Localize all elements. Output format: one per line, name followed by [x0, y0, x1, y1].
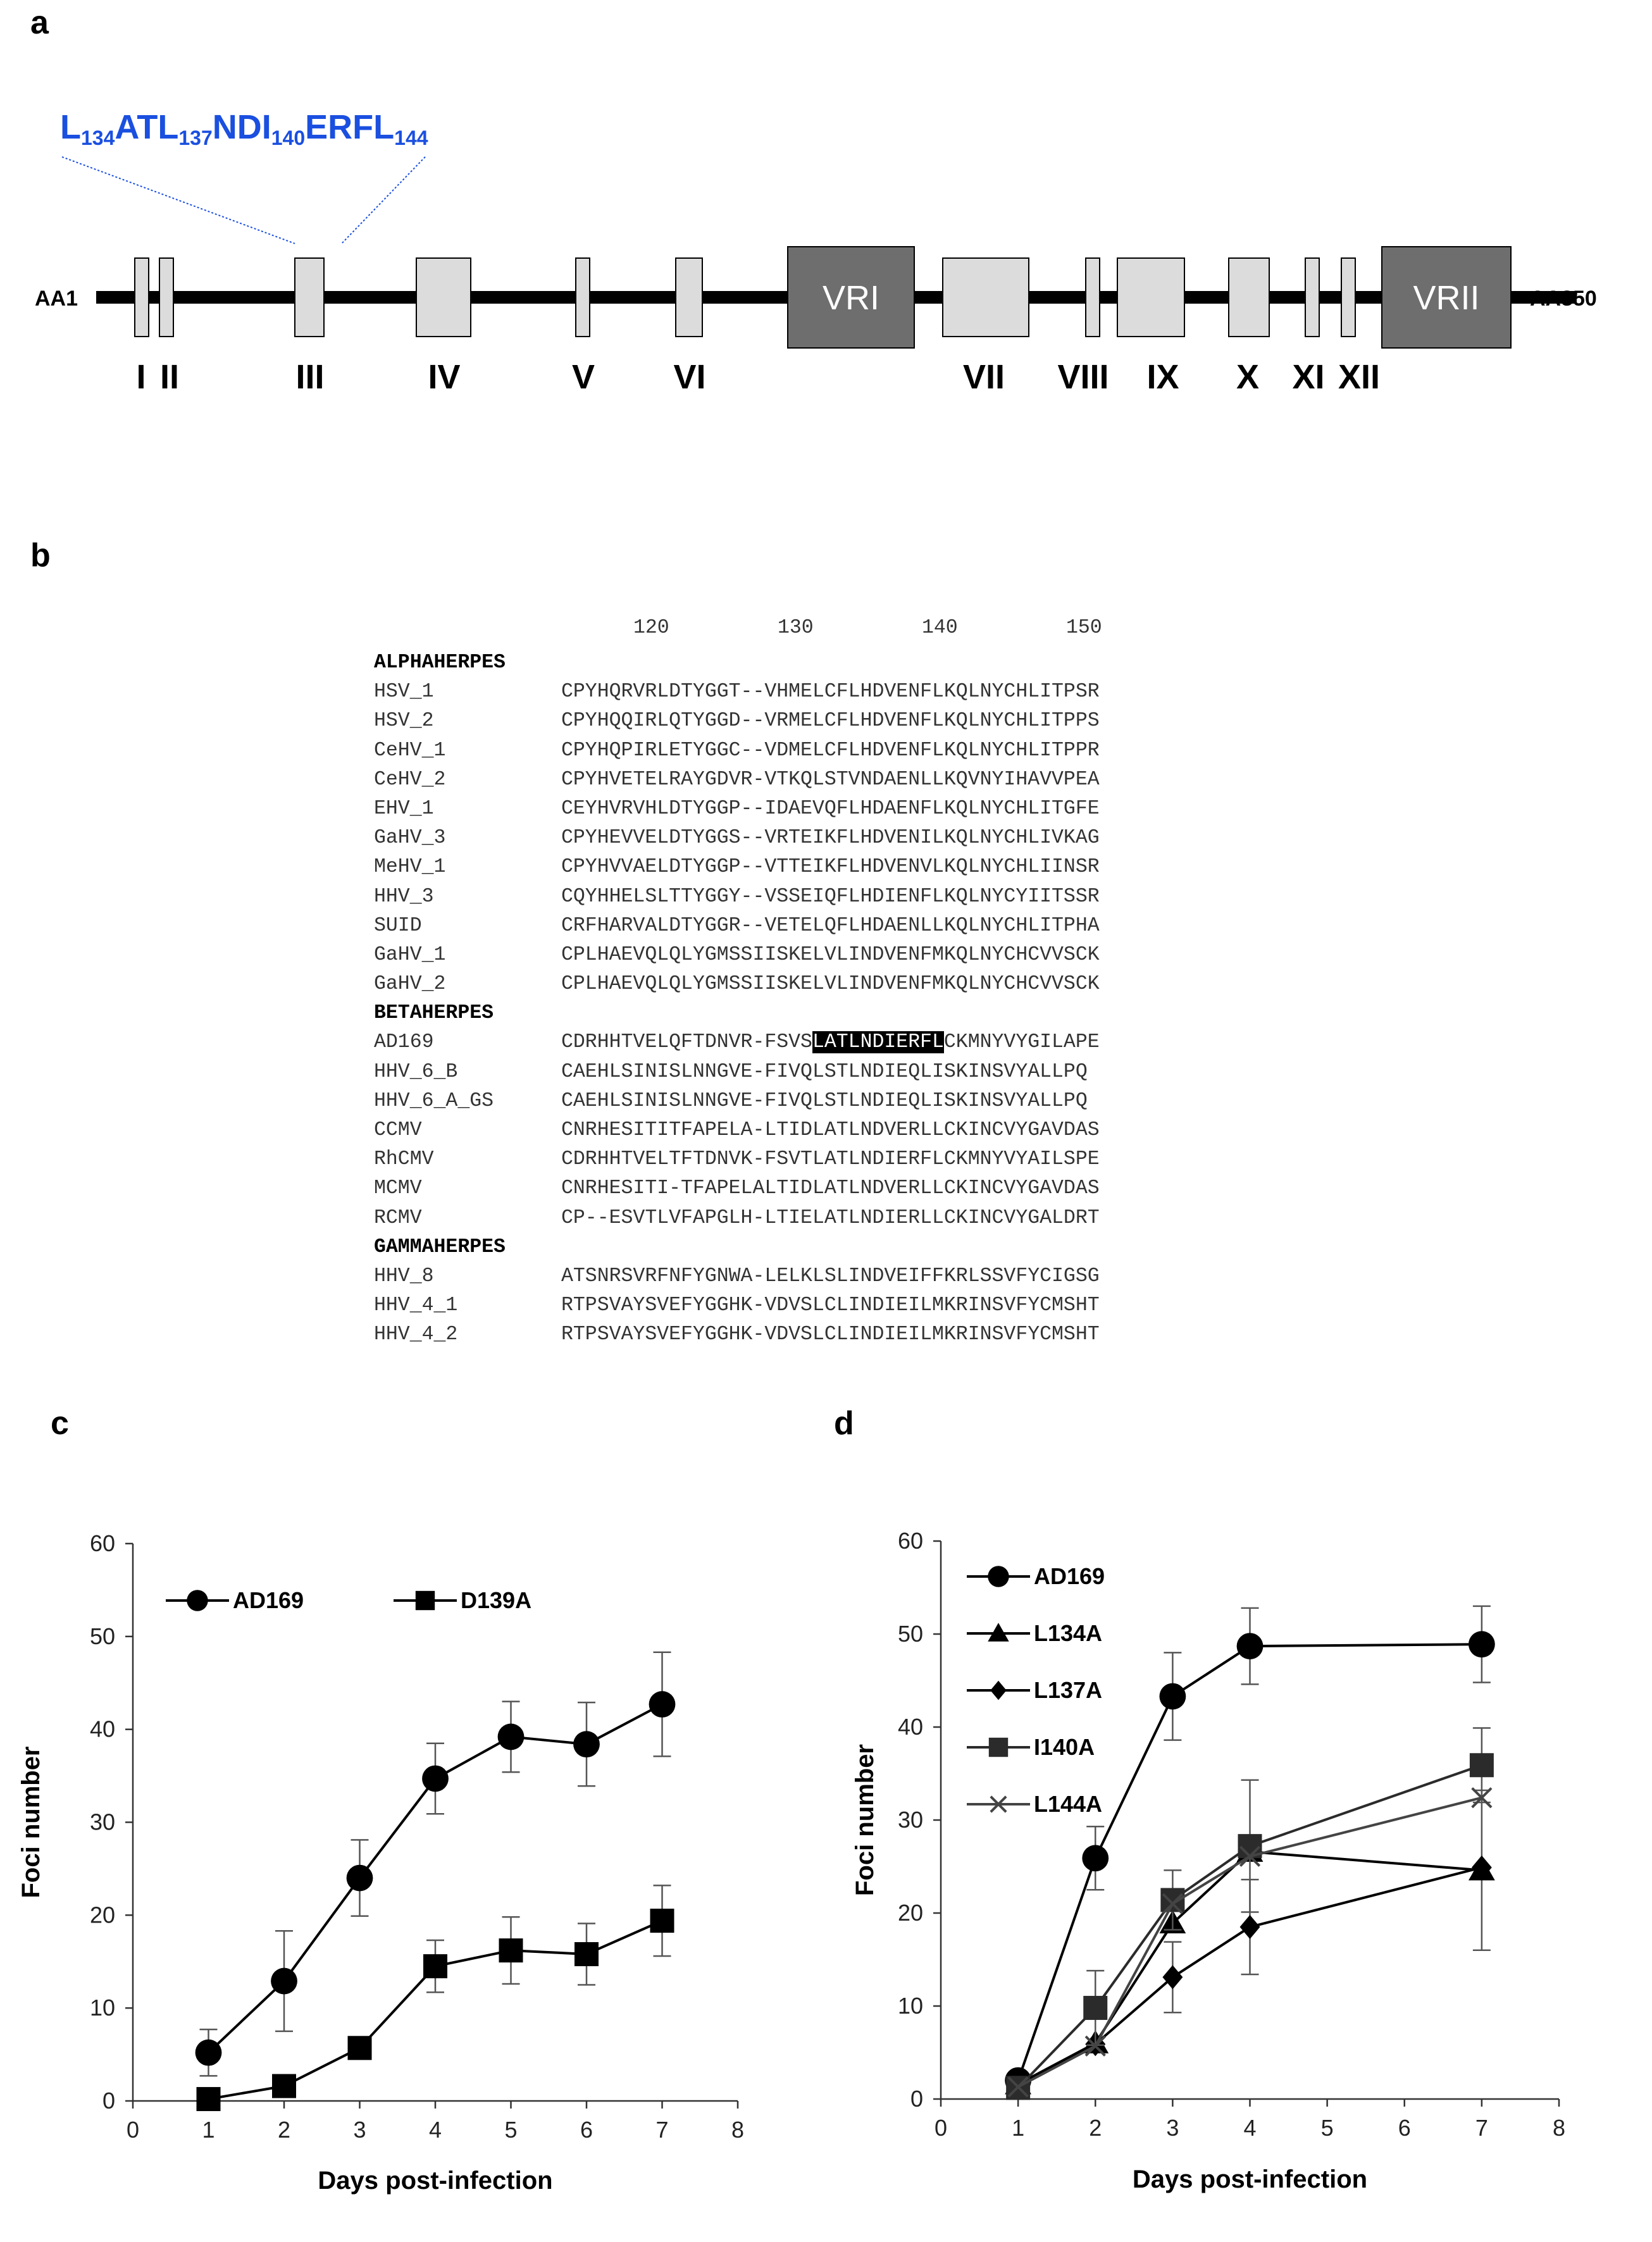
data-point — [1006, 2076, 1030, 2100]
data-point — [574, 1942, 599, 1966]
sequence-text: CAEHLSINISLNNGVE-FIVQLSTLNDIEQLISKINSVYALLPQ — [561, 1060, 1088, 1083]
domain-label-vii: VII — [962, 358, 1005, 396]
y-tick-label: 0 — [102, 2088, 115, 2114]
sequence-text: CPYHQQIRLQTYGGD--VRMELCFLHDVENFLKQLNYCHLITPPS — [561, 710, 1100, 733]
legend-entry-l144a — [967, 1791, 1102, 1817]
y-tick-label: 20 — [89, 1902, 115, 1928]
x-tick-label: 6 — [580, 2117, 593, 2143]
error-bar — [578, 1924, 595, 1985]
data-point — [1005, 2071, 1031, 2095]
y-tick-label: 40 — [897, 1714, 923, 1740]
sequence-name: SUID — [374, 914, 422, 937]
data-point — [272, 2074, 296, 2098]
start-label: AA1 — [35, 287, 78, 311]
domain-box-ii — [159, 258, 173, 337]
x-tick-label: 4 — [1243, 2115, 1257, 2141]
data-point — [1086, 2036, 1105, 2055]
legend-marker — [989, 1738, 1008, 1757]
data-point — [1083, 1996, 1107, 2020]
data-point — [1163, 1894, 1182, 1913]
data-point — [649, 1691, 676, 1718]
legend-entry-d139a — [394, 1587, 531, 1613]
domain-map — [0, 0, 1652, 443]
x-tick-label: 0 — [934, 2115, 948, 2141]
x-tick-label: 1 — [202, 2117, 215, 2143]
ruler-tick-label: 150 — [1066, 617, 1102, 639]
sequence-text: CNRHESITI-TFAPELALTIDLATLNDVERLLCKINCVYGAVDAS — [561, 1177, 1100, 1200]
data-point — [197, 2087, 221, 2111]
data-point — [1240, 1915, 1260, 1939]
data-point — [573, 1731, 600, 1757]
sequence-name: RhCMV — [374, 1148, 434, 1171]
domain-box-xii — [1341, 258, 1355, 337]
data-point — [423, 1954, 447, 1978]
sequence-text: CPYHQPIRLETYGGC--VDMELCFLHDVENFLKQLNYCHLITPPR — [561, 739, 1100, 762]
group-label: GAMMAHERPES — [374, 1236, 506, 1258]
data-point — [1085, 2032, 1105, 2056]
legend-label: L144A — [1034, 1791, 1103, 1817]
data-point — [1008, 2074, 1028, 2098]
error-bar — [1473, 1728, 1491, 1802]
x-tick-label: 8 — [731, 2117, 745, 2143]
chart-c — [17, 1530, 744, 2195]
legend-marker — [990, 1681, 1007, 1700]
error-bar — [1241, 1880, 1259, 1974]
motif-label: $L_{134}ATL_{137}NDI_{140}ERFL_{144}$ — [60, 108, 428, 149]
sequence-text: CEYHVRVHLDTYGGP--IDAEVQFLHDAENFLKQLNYCHLITGFE — [561, 797, 1100, 820]
series-line — [209, 1704, 662, 2053]
domain-label-ix: IX — [1146, 358, 1179, 396]
panel-label-d: d — [834, 1405, 854, 1442]
ruler-tick-label: 120 — [633, 617, 669, 639]
sequence-name: HSV_2 — [374, 710, 434, 733]
sequence-name: CeHV_2 — [374, 768, 446, 791]
legend-entry-ad169 — [166, 1587, 304, 1613]
legend-marker — [187, 1590, 208, 1611]
sequence-name: HHV_6_A_GS — [374, 1089, 494, 1112]
y-tick-label: 10 — [89, 1995, 115, 2021]
sequence-name: RCMV — [374, 1206, 422, 1229]
error-bar — [1164, 1870, 1181, 1929]
domain-box-x — [1229, 258, 1269, 337]
data-point — [1237, 1633, 1264, 1659]
axes — [898, 1528, 1565, 2141]
x-tick-label: 0 — [126, 2117, 140, 2143]
domain-label-v: V — [571, 358, 595, 396]
data-point — [499, 1938, 523, 1962]
sequence-text: RTPSVAYSVEFYGGHK-VDVSLCLINDIEILMKRINSVFYCMSHT — [561, 1323, 1100, 1346]
y-tick-label: 20 — [897, 1900, 923, 1926]
data-point — [1238, 1834, 1262, 1858]
sequence-text: CPYHVVAELDTYGGP--VTTEIKFLHDVENVLKQLNYCHLIINSR — [561, 856, 1100, 879]
x-tick-label: 6 — [1398, 2115, 1411, 2141]
error-bar — [1473, 1606, 1491, 1683]
domain-label-ii: II — [159, 358, 180, 396]
series-d139a — [197, 1885, 674, 2111]
legend-marker — [416, 1591, 435, 1610]
legend-label: D139A — [461, 1587, 532, 1613]
domain-label-iv: IV — [428, 358, 461, 396]
domain-box-v — [576, 258, 590, 337]
domain-box-viii — [1086, 258, 1100, 337]
x-tick-label: 2 — [1089, 2115, 1102, 2141]
error-bar — [502, 1917, 520, 1984]
sequence-name: GaHV_3 — [374, 827, 446, 850]
series-line — [1018, 1644, 1482, 2080]
data-point — [1009, 2078, 1028, 2096]
data-point — [1159, 1683, 1186, 1710]
panel-label-c: c — [51, 1405, 69, 1442]
x-tick-label: 2 — [277, 2117, 291, 2143]
y-tick-label: 60 — [897, 1528, 923, 1554]
series-line — [1018, 1867, 1482, 2086]
domain-box-xi — [1305, 258, 1319, 337]
domain-label-vrii: VRII — [1413, 279, 1480, 317]
data-point — [1470, 1753, 1494, 1777]
sequence-text: RTPSVAYSVEFYGGHK-VDVSLCLINDIEILMKRINSVFYCMSHT — [561, 1294, 1100, 1317]
error-bar — [426, 1743, 444, 1814]
highlighted-motif: LATLNDIERFL — [812, 1031, 944, 1054]
panel-label-a: a — [30, 4, 49, 41]
data-point — [1162, 1965, 1183, 1989]
motif-connector-right — [342, 157, 425, 244]
legend-label: L137A — [1034, 1677, 1103, 1703]
error-bar — [502, 1702, 520, 1773]
data-point — [498, 1724, 525, 1750]
sequence-name: CCMV — [374, 1119, 422, 1141]
error-bar — [1164, 1942, 1181, 2013]
sequence-text: CQYHHELSLTTYGGY--VSSEIQFLHDIENFLKQLNYCYIITSSR — [561, 885, 1100, 908]
y-tick-label: 0 — [910, 2086, 923, 2112]
sequence-name: AD169 — [374, 1031, 434, 1054]
axes — [90, 1530, 744, 2143]
domain-box-vi — [676, 258, 702, 337]
data-point — [348, 2036, 372, 2060]
sequence-name: GaHV_2 — [374, 973, 446, 996]
data-point — [650, 1909, 674, 1933]
sequence-name: HHV_4_1 — [374, 1294, 458, 1317]
domain-label-vi: VI — [673, 358, 706, 396]
sequence-text: CDRHHTVELTFTDNVK-FSVTLATLNDIERFLCKMNYVYAILSPE — [561, 1148, 1100, 1171]
error-bar — [1473, 1790, 1491, 1950]
data-point — [196, 2040, 222, 2066]
sequence-text: CPYHEVVELDTYGGS--VRTEIKFLHDVENILKQLNYCHLIVKAG — [561, 827, 1100, 850]
domain-label-iii: III — [295, 358, 325, 396]
data-point — [1159, 1910, 1186, 1933]
y-tick-label: 60 — [89, 1530, 115, 1556]
end-label: AA850 — [1530, 287, 1597, 311]
sequence-text: CNRHESITITFAPELA-LTIDLATLNDVERLLCKINCVYGAVDAS — [561, 1119, 1100, 1141]
legend-entry-i140a — [967, 1734, 1095, 1760]
sequence-text: CPLHAEVQLQLYGMSSIISKELVLINDVENFMKQLNYCHCVVSCK — [561, 943, 1100, 966]
series-line — [1018, 1852, 1482, 2084]
data-point — [1237, 1838, 1264, 1862]
motif-connector-left — [62, 157, 295, 244]
x-tick-label: 8 — [1552, 2115, 1566, 2141]
domain-label-xii: XII — [1338, 358, 1381, 396]
sequence-text: CP--ESVTLVFAPGLH-LTIELATLNDIERLLCKINCVYGALDRT — [561, 1206, 1100, 1229]
y-axis-label: Foci number — [851, 1743, 879, 1897]
domain-label-i: I — [136, 358, 146, 396]
legend-label: AD169 — [233, 1587, 304, 1613]
y-tick-label: 10 — [897, 1993, 923, 2019]
sequence-text: CPLHAEVQLQLYGMSSIISKELVLINDVENFMKQLNYCHCVVSCK — [561, 973, 1100, 996]
y-tick-label: 40 — [89, 1716, 115, 1742]
legend-entry-l134a — [967, 1620, 1102, 1646]
series-l137a — [1008, 1855, 1492, 2098]
domain-box-iii — [295, 258, 324, 337]
series-line — [1018, 1765, 1482, 2088]
series-line — [1018, 1798, 1482, 2087]
domain-label-vri: VRI — [822, 279, 880, 317]
chart-d — [851, 1528, 1565, 2193]
data-point — [1160, 1888, 1184, 1912]
sequence-text: ATSNRSVRFNFYGNWA-LELKLSLINDVEIFFKRLSSVFYCIGSG — [561, 1265, 1100, 1287]
domain-box-ix — [1117, 258, 1184, 337]
data-point — [1472, 1788, 1491, 1807]
x-tick-label: 5 — [504, 2117, 518, 2143]
series-l134a — [1005, 1790, 1495, 2094]
sequence-text: CPYHQRVRLDTYGGT--VHMELCFLHDVENFLKQLNYCHLITPSR — [561, 681, 1100, 703]
sequence-name: MCMV — [374, 1177, 422, 1200]
error-bar — [426, 1940, 444, 1992]
data-point — [1472, 1855, 1492, 1880]
panel-label-b: b — [30, 537, 51, 574]
x-axis-label: Days post-infection — [318, 2167, 553, 2195]
error-bar — [1086, 1971, 1104, 2045]
sequence-text: CDRHHTVELQFTDNVR-FSVSLATLNDIERFLCKMNYVYGILAPE — [561, 1031, 1100, 1054]
data-point — [1240, 1847, 1259, 1866]
sequence-text: CPYHVETELRAYGDVR-VTKQLSTVNDAENLLKQVNYIHAVVPEA — [561, 768, 1100, 791]
legend-label: L134A — [1034, 1620, 1103, 1646]
x-tick-label: 3 — [1166, 2115, 1179, 2141]
error-bar — [654, 1885, 671, 1956]
error-bar — [1086, 1826, 1104, 1890]
y-tick-label: 30 — [897, 1807, 923, 1833]
sequence-name: HHV_4_2 — [374, 1323, 458, 1346]
series-i140a — [1006, 1728, 1494, 2100]
error-bar — [1164, 1652, 1181, 1740]
ruler-tick-label: 140 — [922, 617, 958, 639]
data-point — [1082, 2030, 1109, 2053]
group-label: ALPHAHERPES — [374, 652, 506, 674]
data-point — [422, 1766, 449, 1792]
data-point — [347, 1865, 373, 1892]
error-bar — [578, 1702, 595, 1786]
sequence-name: CeHV_1 — [374, 739, 446, 762]
sequence-name: HHV_6_B — [374, 1060, 458, 1083]
sequence-name: HHV_8 — [374, 1265, 434, 1287]
sequence-text: CRFHARVALDTYGGR--VETELQFLHDAENLLKQLNYCHLITPHA — [561, 914, 1100, 937]
data-point — [1005, 2067, 1031, 2094]
domain-box-vii — [943, 258, 1029, 337]
error-bar — [351, 1840, 369, 1916]
x-tick-label: 3 — [353, 2117, 366, 2143]
x-tick-label: 5 — [1320, 2115, 1334, 2141]
y-tick-label: 50 — [897, 1621, 923, 1647]
domain-label-xi: XI — [1292, 358, 1325, 396]
legend-entry-l137a — [967, 1677, 1102, 1703]
legend-entry-ad169 — [967, 1563, 1105, 1589]
y-tick-label: 30 — [89, 1809, 115, 1835]
domain-label-viii: VIII — [1057, 358, 1109, 396]
x-axis-label: Days post-infection — [1132, 2165, 1368, 2193]
sequence-name: HSV_1 — [374, 681, 434, 703]
series-l144a — [1009, 1788, 1491, 2097]
sequence-text: CAEHLSINISLNNGVE-FIVQLSTLNDIEQLISKINSVYALLPQ — [561, 1089, 1088, 1112]
series-ad169 — [196, 1652, 676, 2076]
ruler-tick-label: 130 — [778, 617, 814, 639]
error-bar — [275, 1931, 293, 2031]
legend-marker — [988, 1623, 1009, 1641]
data-point — [1469, 1857, 1495, 1880]
legend-marker — [988, 1566, 1009, 1587]
error-bar — [654, 1652, 671, 1756]
legend-label: AD169 — [1034, 1563, 1105, 1589]
domain-box-i — [135, 258, 149, 337]
x-tick-label: 7 — [655, 2117, 669, 2143]
data-point — [1082, 1845, 1109, 1871]
error-bar — [1241, 1608, 1259, 1685]
domain-box-iv — [416, 258, 471, 337]
legend-label: I140A — [1034, 1734, 1095, 1760]
x-tick-label: 4 — [428, 2117, 442, 2143]
group-label: BETAHERPES — [374, 1002, 494, 1025]
sequence-name: HHV_3 — [374, 885, 434, 908]
x-tick-label: 1 — [1012, 2115, 1025, 2141]
data-point — [271, 1968, 297, 1995]
error-bar — [200, 2029, 218, 2076]
x-tick-label: 7 — [1475, 2115, 1488, 2141]
legend-marker — [991, 1797, 1006, 1812]
series-ad169 — [1005, 1606, 1495, 2094]
sequence-name: GaHV_1 — [374, 943, 446, 966]
y-axis-label: Foci number — [17, 1746, 45, 1898]
series-line — [209, 1921, 662, 2099]
sequence-name: MeHV_1 — [374, 856, 446, 879]
error-bar — [1241, 1780, 1259, 1912]
sequence-name: EHV_1 — [374, 797, 434, 820]
data-point — [1469, 1631, 1495, 1657]
y-tick-label: 50 — [89, 1623, 115, 1649]
domain-label-x: X — [1236, 358, 1260, 396]
